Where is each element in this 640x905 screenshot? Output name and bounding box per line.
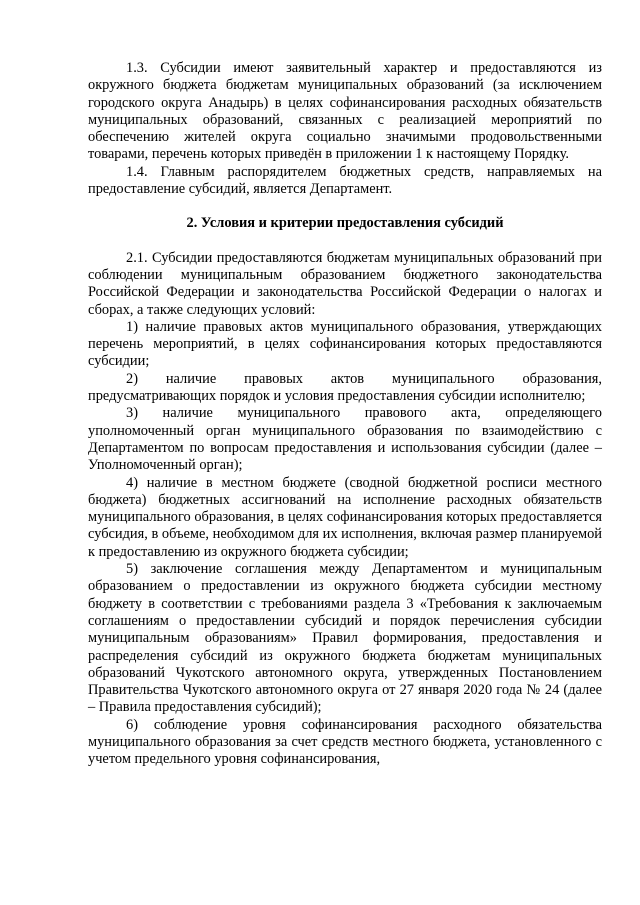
condition-3: 3) наличие муниципального правового акта, определяющего уполномоченный орган муниципального образования по взаимодействию с Департаментом по вопросам предоставления и использования субсидии (далее – Уполномоченный орган);	[88, 405, 602, 474]
spacer	[88, 198, 602, 215]
paragraph-2-1: 2.1. Субсидии предоставляются бюджетам муниципальных образований при соблюдении муниципальным образованием бюджетного законодательства Российской Федерации и законодательства Российской Федерации о налогах и сборах, а также следующих условий:	[88, 249, 602, 318]
condition-4: 4) наличие в местном бюджете (сводной бюджетной росписи местного бюджета) бюджетных ассигнований на исполнение расходных обязательств муниципального образования, в целях софинансирования которых предоставляется субсидия, в объеме, необходимом для их исполнения, включая размер планируемой к предоставлению из окружного бюджета субсидии;	[88, 474, 602, 560]
condition-5: 5) заключение соглашения между Департаментом и муниципальным образованием о предоставлении из окружного бюджета субсидии местному бюджету в соответствии с требованиями раздела 3 «Требования к заключаемым соглашениям о предоставлении субсидий и порядок перечисления субсидии муниципальным образованиям» Правил формирования, предоставления и распределения субсидий из окружного бюджета бюджетам муниципальных образований Чукотского автономного округа, утвержденных Постановлением Правительства Чукотского автономного округа от 27 января 2020 года № 24 (далее – Правила предоставления субсидий);	[88, 561, 602, 716]
condition-6: 6) соблюдение уровня софинансирования расходного обязательства муниципального образования за счет средств местного бюджета, установленного с учетом предельного уровня софинансирования,	[88, 716, 602, 768]
condition-1: 1) наличие правовых актов муниципального образования, утверждающих перечень мероприятий, в целях софинансирования которых предоставляются субсидии;	[88, 318, 602, 370]
section-heading: 2. Условия и критерии предоставления субсидий	[186, 215, 504, 232]
paragraph-1-4: 1.4. Главным распорядителем бюджетных средств, направляемых на предоставление субсидий, является Департамент.	[88, 163, 602, 198]
spacer	[88, 233, 602, 250]
condition-2: 2) наличие правовых актов муниципального образования, предусматривающих порядок и условия предоставления субсидии исполнителю;	[88, 370, 602, 405]
document-page	[88, 60, 602, 769]
paragraph-1-3: 1.3. Субсидии имеют заявительный характер и предоставляются из окружного бюджета бюджетам муниципальных образований (за исключением городского округа Анадырь) в целях софинансирования расходных обязательств муниципальных образований, связанных с реализацией мероприятий по обеспечению жителей округа социально значимыми продовольственными товарами, перечень которых приведён в приложении 1 к настоящему Порядку.	[88, 60, 602, 163]
